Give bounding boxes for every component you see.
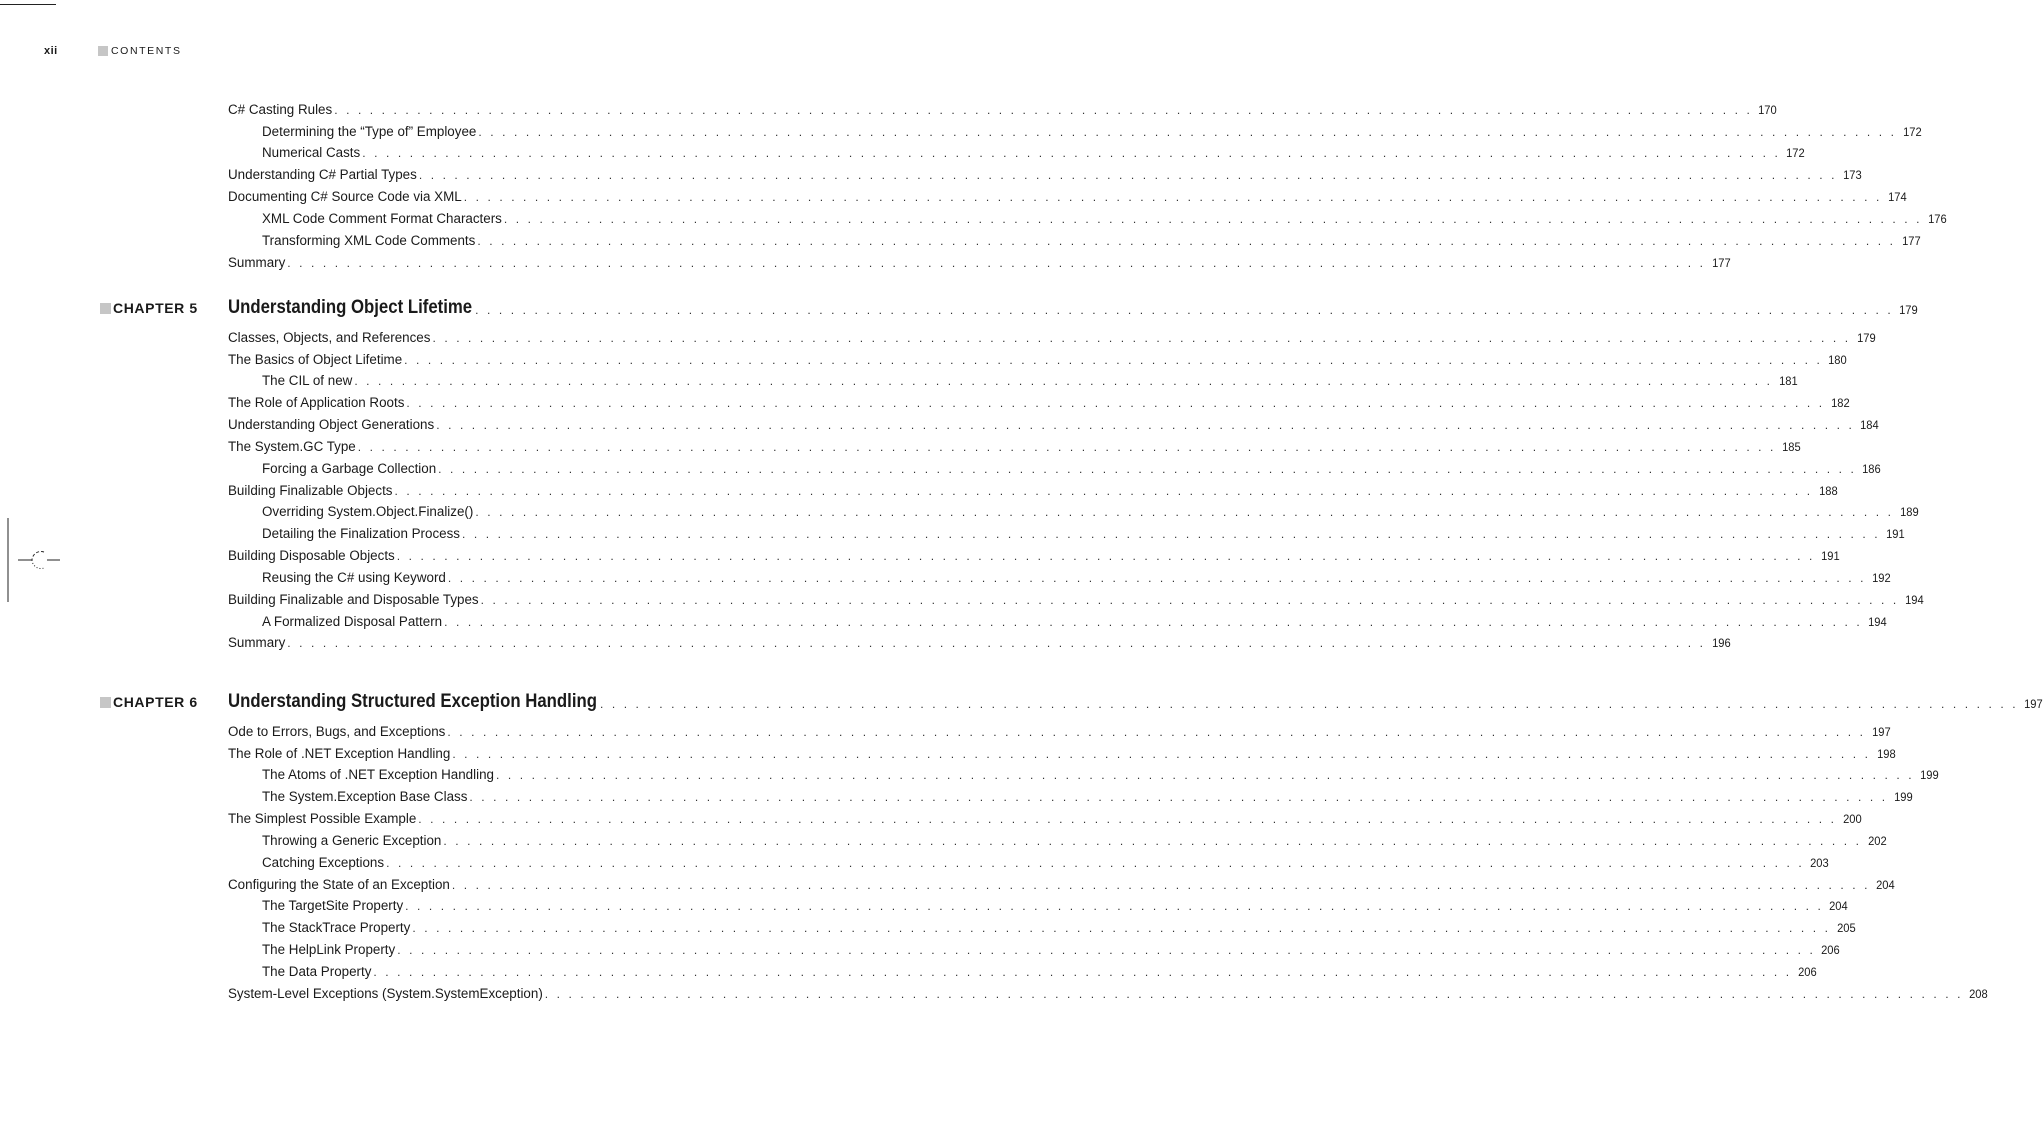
running-head-label: CONTENTS — [111, 45, 182, 57]
chapter-page: 179 — [1899, 303, 1919, 317]
entry-title: Summary — [228, 254, 286, 270]
square-bullet-icon — [98, 46, 108, 56]
entry-page: 180 — [1828, 352, 1848, 367]
entry-page: 197 — [1871, 724, 1891, 739]
entry-title: The HelpLink Property — [262, 942, 396, 958]
leader-dots: . . . . . . . . . . . . . . . . . . . . . . . . . . . . . . . . . . . . . . . . . . . . . . . . . . . . . . . . . . . . . . . . . . . . . . . . . . . . . . . . . . . . . . . . . . . . . . . . . . . . . . . . . . . . . . . . . . . . . . . . — [404, 352, 1823, 367]
leader-dots: . . . . . . . . . . . . . . . . . . . . . . . . . . . . . . . . . . . . . . . . . . . . . . . . . . . . . . . . . . . . . . . . . . . . . . . . . . . . . . . . . . . . . . . . . . . . . . . . . . . . . . . . . . . . . . . . . . . . . . . . — [436, 418, 1855, 433]
toc-entry[interactable] — [228, 805, 1862, 827]
chapter-heading[interactable] — [0, 292, 1919, 318]
entry-page: 196 — [1711, 636, 1731, 651]
toc-entry[interactable] — [228, 630, 1731, 652]
entry-title: C# Casting Rules — [228, 101, 333, 117]
entry-page: 192 — [1872, 570, 1891, 585]
entry-page: 194 — [1868, 614, 1888, 629]
toc-entry[interactable] — [228, 96, 1778, 118]
leader-dots: . . . . . . . . . . . . . . . . . . . . . . . . . . . . . . . . . . . . . . . . . . . . . . . . . . . . . . . . . . . . . . . . . . . . . . . . . . . . . . . . . . . . . . . . . . . . . . . . . . . . . . . . . . . . . . . . . . . . . . . . — [418, 168, 1838, 183]
chapter-number: CHAPTER 5 — [113, 300, 198, 316]
leader-dots: . . . . . . . . . . . . . . . . . . . . . . . . . . . . . . . . . . . . . . . . . . . . . . . . . . . . . . . . . . . . . . . . . . . . . . . . . . . . . . . . . . . . . . . . . . . . . . . . . . . . . . . . . . . . . . . . . . . . . . . . — [544, 986, 1964, 1001]
square-bullet-icon — [100, 303, 111, 314]
toc-entry[interactable] — [228, 346, 1848, 368]
leader-dots: . . . . . . . . . . . . . . . . . . . . . . . . . . . . . . . . . . . . . . . . . . . . . . . . . . . . . . . . . . . . . . . . . . . . . . . . . . . . . . . . . . . . . . . . . . . . . . . . . . . . . . . . . . . . . . . . . . . . . . . . — [444, 614, 1863, 629]
entry-title: XML Code Comment Format Characters — [262, 210, 502, 226]
page-number: xii — [44, 45, 58, 57]
toc-subentry[interactable] — [262, 608, 1888, 630]
toc-entry[interactable] — [228, 411, 1880, 433]
running-head — [44, 44, 182, 58]
leader-dots: . . . . . . . . . . . . . . . . . . . . . . . . . . . . . . . . . . . . . . . . . . . . . . . . . . . . . . . . . . . . . . . . . . . . . . . . . . . . . . . . . . . . . . . . . . . . . . . . . . . . . . . . . . . . . . . . . . . . . . . . — [599, 697, 2019, 711]
chapter-title: Understanding Structured Exception Handling — [228, 690, 597, 712]
leader-dots: . . . . . . . . . . . . . . . . . . . . . . . . . . . . . . . . . . . . . . . . . . . . . . . . . . . . . . . . . . . . . . . . . . . . . . . . . . . . . . . . . . . . . . . . . . . . . . . . . . . . . . . . . . . . . . . . . . . . . . . . — [397, 943, 1816, 958]
toc-entry[interactable] — [228, 718, 1891, 740]
toc-section — [0, 324, 1924, 651]
toc-subentry[interactable] — [262, 227, 1921, 249]
leader-dots: . . . . . . . . . . . . . . . . . . . . . . . . . . . . . . . . . . . . . . . . . . . . . . . . . . . . . . . . . . . . . . . . . . . . . . . . . . . . . . . . . . . . . . . . . . . . . . . . . . . . . . . . . . . . . . . . . . . . . . . . — [447, 570, 1867, 585]
entry-title: Numerical Casts — [262, 145, 361, 161]
entry-page: 172 — [1902, 124, 1922, 139]
leader-dots: . . . . . . . . . . . . . . . . . . . . . . . . . . . . . . . . . . . . . . . . . . . . . . . . . . . . . . . . . . . . . . . . . . . . . . . . . . . . . . . . . . . . . . . . . . . . . . . . . . . . . . . . . . . . . . . . . . . . . . . . — [475, 505, 1894, 520]
leader-dots: . . . . . . . . . . . . . . . . . . . . . . . . . . . . . . . . . . . . . . . . . . . . . . . . . . . . . . . . . . . . . . . . . . . . . . . . . . . . . . . . . . . . . . . . . . . . . . . . . . . . . . . . . . . . . . . . . . . . . . . . — [334, 102, 1753, 117]
leader-dots: . . . . . . . . . . . . . . . . . . . . . . . . . . . . . . . . . . . . . . . . . . . . . . . . . . . . . . . . . . . . . . . . . . . . . . . . . . . . . . . . . . . . . . . . . . . . . . . . . . . . . . . . . . . . . . . . . . . . . . . . — [373, 964, 1792, 979]
entry-title: Ode to Errors, Bugs, and Exceptions — [228, 723, 446, 739]
leader-dots: . . . . . . . . . . . . . . . . . . . . . . . . . . . . . . . . . . . . . . . . . . . . . . . . . . . . . . . . . . . . . . . . . . . . . . . . . . . . . . . . . . . . . . . . . . . . . . . . . . . . . . . . . . . . . . . . . . . . . . . . — [357, 439, 1776, 454]
leader-dots: . . . . . . . . . . . . . . . . . . . . . . . . . . . . . . . . . . . . . . . . . . . . . . . . . . . . . . . . . . . . . . . . . . . . . . . . . . . . . . . . . . . . . . . . . . . . . . . . . . . . . . . . . . . . . . . . . . . . . . . . — [354, 374, 1773, 389]
toc-entry[interactable] — [228, 183, 1907, 205]
entry-page: 199 — [1920, 768, 1939, 783]
chapter-row — [228, 690, 2043, 712]
toc-entry[interactable] — [228, 586, 1924, 608]
leader-dots: . . . . . . . . . . . . . . . . . . . . . . . . . . . . . . . . . . . . . . . . . . . . . . . . . . . . . . . . . . . . . . . . . . . . . . . . . . . . . . . . . . . . . . . . . . . . . . . . . . . . . . . . . . . . . . . . . . . . . . . . — [451, 877, 1871, 892]
entry-title: The CIL of new — [262, 373, 353, 389]
entry-page: 205 — [1836, 921, 1856, 936]
entry-title: The System.Exception Base Class — [262, 789, 468, 805]
entry-page: 176 — [1928, 211, 1947, 226]
chapter-row — [228, 296, 1919, 318]
entry-page: 204 — [1876, 877, 1895, 892]
toc-subentry[interactable] — [262, 499, 1919, 521]
entry-title: Transforming XML Code Comments — [262, 232, 476, 248]
leader-dots: . . . . . . . . . . . . . . . . . . . . . . . . . . . . . . . . . . . . . . . . . . . . . . . . . . . . . . . . . . . . . . . . . . . . . . . . . . . . . . . . . . . . . . . . . . . . . . . . . . . . . . . . . . . . . . . . . . . . . . . . — [405, 899, 1824, 914]
leader-dots: . . . . . . . . . . . . . . . . . . . . . . . . . . . . . . . . . . . . . . . . . . . . . . . . . . . . . . . . . . . . . . . . . . . . . . . . . . . . . . . . . . . . . . . . . . . . . . . . . . . . . . . . . . . . . . . . . . . . . . . . — [386, 855, 1805, 870]
toc-subentry[interactable] — [262, 893, 1849, 915]
entry-page: 184 — [1860, 418, 1880, 433]
leader-dots: . . . . . . . . . . . . . . . . . . . . . . . . . . . . . . . . . . . . . . . . . . . . . . . . . . . . . . . . . . . . . . . . . . . . . . . . . . . . . . . . . . . . . . . . . . . . . . . . . . . . . . . . . . . . . . . . . . . . . . . . — [503, 211, 1923, 226]
entry-title: The Atoms of .NET Exception Handling — [262, 767, 494, 783]
leader-dots: . . . . . . . . . . . . . . . . . . . . . . . . . . . . . . . . . . . . . . . . . . . . . . . . . . . . . . . . . . . . . . . . . . . . . . . . . . . . . . . . . . . . . . . . . . . . . . . . . . . . . . . . . . . . . . . . . . . . . . . . — [412, 921, 1831, 936]
toc-subentry[interactable] — [262, 368, 1798, 390]
leader-dots: . . . . . . . . . . . . . . . . . . . . . . . . . . . . . . . . . . . . . . . . . . . . . . . . . . . . . . . . . . . . . . . . . . . . . . . . . . . . . . . . . . . . . . . . . . . . . . . . . . . . . . . . . . . . . . . . . . . . . . . . — [406, 396, 1825, 411]
toc-subentry[interactable] — [262, 205, 1947, 227]
leader-dots: . . . . . . . . . . . . . . . . . . . . . . . . . . . . . . . . . . . . . . . . . . . . . . . . . . . . . . . . . . . . . . . . . . . . . . . . . . . . . . . . . . . . . . . . . . . . . . . . . . . . . . . . . . . . . . . . . . . . . . . . — [461, 527, 1881, 542]
leader-dots: . . . . . . . . . . . . . . . . . . . . . . . . . . . . . . . . . . . . . . . . . . . . . . . . . . . . . . . . . . . . . . . . . . . . . . . . . . . . . . . . . . . . . . . . . . . . . . . . . . . . . . . . . . . . . . . . . . . . . . . . — [475, 303, 1894, 317]
leader-dots: . . . . . . . . . . . . . . . . . . . . . . . . . . . . . . . . . . . . . . . . . . . . . . . . . . . . . . . . . . . . . . . . . . . . . . . . . . . . . . . . . . . . . . . . . . . . . . . . . . . . . . . . . . . . . . . . . . . . . . . . — [396, 549, 1815, 564]
leader-dots: . . . . . . . . . . . . . . . . . . . . . . . . . . . . . . . . . . . . . . . . . . . . . . . . . . . . . . . . . . . . . . . . . . . . . . . . . . . . . . . . . . . . . . . . . . . . . . . . . . . . . . . . . . . . . . . . . . . . . . . . — [469, 790, 1888, 805]
toc-section — [0, 718, 1988, 1002]
square-bullet-icon — [100, 697, 111, 708]
toc-subentry[interactable] — [262, 564, 1891, 586]
leader-dots: . . . . . . . . . . . . . . . . . . . . . . . . . . . . . . . . . . . . . . . . . . . . . . . . . . . . . . . . . . . . . . . . . . . . . . . . . . . . . . . . . . . . . . . . . . . . . . . . . . . . . . . . . . . . . . . . . . . . . . . . — [394, 483, 1813, 498]
entry-title: Documenting C# Source Code via XML — [228, 189, 462, 205]
leader-dots: . . . . . . . . . . . . . . . . . . . . . . . . . . . . . . . . . . . . . . . . . . . . . . . . . . . . . . . . . . . . . . . . . . . . . . . . . . . . . . . . . . . . . . . . . . . . . . . . . . . . . . . . . . . . . . . . . . . . . . . . — [432, 330, 1851, 345]
toc-subentry[interactable] — [262, 849, 1829, 871]
leader-dots: . . . . . . . . . . . . . . . . . . . . . . . . . . . . . . . . . . . . . . . . . . . . . . . . . . . . . . . . . . . . . . . . . . . . . . . . . . . . . . . . . . . . . . . . . . . . . . . . . . . . . . . . . . . . . . . . . . . . . . . . — [443, 833, 1862, 848]
entry-page: 185 — [1782, 439, 1801, 454]
toc-entry[interactable] — [228, 980, 1988, 1002]
leader-dots: . . . . . . . . . . . . . . . . . . . . . . . . . . . . . . . . . . . . . . . . . . . . . . . . . . . . . . . . . . . . . . . . . . . . . . . . . . . . . . . . . . . . . . . . . . . . . . . . . . . . . . . . . . . . . . . . . . . . . . . . — [287, 636, 1706, 651]
entry-title: Configuring the State of an Exception — [228, 876, 450, 892]
entry-page: 203 — [1810, 855, 1829, 870]
toc-subentry[interactable] — [262, 118, 1922, 140]
entry-title: Overriding System.Object.Finalize() — [262, 504, 474, 520]
toc-subentry[interactable] — [262, 520, 1905, 542]
entry-page: 170 — [1758, 102, 1778, 117]
entry-page: 199 — [1893, 790, 1913, 805]
entry-title: Forcing a Garbage Collection — [262, 460, 437, 476]
leader-dots: . . . . . . . . . . . . . . . . . . . . . . . . . . . . . . . . . . . . . . . . . . . . . . . . . . . . . . . . . . . . . . . . . . . . . . . . . . . . . . . . . . . . . . . . . . . . . . . . . . . . . . . . . . . . . . . . . . . . . . . . — [495, 768, 1915, 783]
toc-subentry[interactable] — [262, 140, 1806, 162]
entry-title: Determining the “Type of” Employee — [262, 123, 477, 139]
leader-dots: . . . . . . . . . . . . . . . . . . . . . . . . . . . . . . . . . . . . . . . . . . . . . . . . . . . . . . . . . . . . . . . . . . . . . . . . . . . . . . . . . . . . . . . . . . . . . . . . . . . . . . . . . . . . . . . . . . . . . . . . — [463, 190, 1882, 205]
leader-dots: . . . . . . . . . . . . . . . . . . . . . . . . . . . . . . . . . . . . . . . . . . . . . . . . . . . . . . . . . . . . . . . . . . . . . . . . . . . . . . . . . . . . . . . . . . . . . . . . . . . . . . . . . . . . . . . . . . . . . . . . — [418, 812, 1837, 827]
entry-page: 186 — [1862, 461, 1882, 476]
entry-title: Classes, Objects, and References — [228, 329, 431, 345]
toc-subentry[interactable] — [262, 827, 1887, 849]
entry-title: Summary — [228, 635, 286, 651]
entry-title: The TargetSite Property — [262, 898, 404, 914]
leader-dots: . . . . . . . . . . . . . . . . . . . . . . . . . . . . . . . . . . . . . . . . . . . . . . . . . . . . . . . . . . . . . . . . . . . . . . . . . . . . . . . . . . . . . . . . . . . . . . . . . . . . . . . . . . . . . . . . . . . . . . . . — [438, 461, 1857, 476]
entry-page: 191 — [1886, 527, 1905, 542]
entry-title: The Simplest Possible Example — [228, 811, 417, 827]
entry-page: 200 — [1842, 812, 1862, 827]
chapter-label — [100, 694, 198, 710]
entry-page: 181 — [1778, 374, 1798, 389]
entry-title: Building Finalizable and Disposable Types — [228, 591, 479, 607]
entry-page: 188 — [1818, 483, 1838, 498]
entry-title: The Role of Application Roots — [228, 395, 405, 411]
entry-page: 202 — [1867, 833, 1887, 848]
toc-entry[interactable] — [228, 324, 1876, 346]
entry-page: 206 — [1797, 964, 1817, 979]
entry-page: 179 — [1856, 330, 1876, 345]
leader-dots: . . . . . . . . . . . . . . . . . . . . . . . . . . . . . . . . . . . . . . . . . . . . . . . . . . . . . . . . . . . . . . . . . . . . . . . . . . . . . . . . . . . . . . . . . . . . . . . . . . . . . . . . . . . . . . . . . . . . . . . . — [452, 746, 1871, 761]
entry-page: 206 — [1821, 943, 1841, 958]
entry-page: 177 — [1901, 233, 1921, 248]
entry-title: System-Level Exceptions (System.SystemException) — [228, 985, 543, 1001]
entry-title: Detailing the Finalization Process — [262, 526, 460, 542]
entry-page: 198 — [1876, 746, 1896, 761]
entry-title: The System.GC Type — [228, 438, 356, 454]
top-rule — [0, 4, 56, 5]
entry-title: Building Disposable Objects — [228, 548, 395, 564]
toc-subentry[interactable] — [262, 783, 1913, 805]
leader-dots: . . . . . . . . . . . . . . . . . . . . . . . . . . . . . . . . . . . . . . . . . . . . . . . . . . . . . . . . . . . . . . . . . . . . . . . . . . . . . . . . . . . . . . . . . . . . . . . . . . . . . . . . . . . . . . . . . . . . . . . . — [480, 592, 1899, 607]
toc-entry[interactable] — [228, 871, 1895, 893]
toc-entry[interactable] — [228, 433, 1801, 455]
entry-page: 208 — [1969, 986, 1988, 1001]
crop-mark-icon — [0, 518, 60, 602]
chapter-title: Understanding Object Lifetime — [228, 296, 473, 318]
entry-page: 194 — [1904, 592, 1924, 607]
entry-title: A Formalized Disposal Pattern — [262, 613, 443, 629]
toc-subentry[interactable] — [262, 762, 1939, 784]
entry-page: 204 — [1829, 899, 1849, 914]
toc-entry[interactable] — [228, 249, 1731, 271]
entry-title: Understanding C# Partial Types — [228, 167, 417, 183]
chapter-page: 197 — [2024, 697, 2043, 711]
entry-title: Throwing a Generic Exception — [262, 832, 442, 848]
toc-entry[interactable] — [228, 477, 1838, 499]
toc-entry[interactable] — [228, 389, 1850, 411]
entry-page: 172 — [1786, 146, 1806, 161]
entry-page: 173 — [1843, 168, 1862, 183]
toc-entry[interactable] — [228, 542, 1840, 564]
leader-dots: . . . . . . . . . . . . . . . . . . . . . . . . . . . . . . . . . . . . . . . . . . . . . . . . . . . . . . . . . . . . . . . . . . . . . . . . . . . . . . . . . . . . . . . . . . . . . . . . . . . . . . . . . . . . . . . . . . . . . . . . — [362, 146, 1781, 161]
entry-title: Understanding Object Generations — [228, 417, 435, 433]
toc-section — [0, 96, 1947, 271]
toc-entry[interactable] — [228, 740, 1896, 762]
entry-title: The Basics of Object Lifetime — [228, 351, 403, 367]
entry-page: 191 — [1821, 549, 1840, 564]
entry-title: Catching Exceptions — [262, 854, 385, 870]
entry-title: Building Finalizable Objects — [228, 482, 393, 498]
entry-page: 177 — [1711, 255, 1731, 270]
chapter-number: CHAPTER 6 — [113, 694, 198, 710]
chapter-label — [100, 300, 198, 316]
entry-title: Reusing the C# using Keyword — [262, 569, 446, 585]
entry-page: 174 — [1888, 190, 1907, 205]
entry-title: The Data Property — [262, 963, 372, 979]
entry-title: The Role of .NET Exception Handling — [228, 745, 451, 761]
chapter-heading[interactable] — [0, 686, 2043, 712]
toc-entry[interactable] — [228, 161, 1862, 183]
leader-dots: . . . . . . . . . . . . . . . . . . . . . . . . . . . . . . . . . . . . . . . . . . . . . . . . . . . . . . . . . . . . . . . . . . . . . . . . . . . . . . . . . . . . . . . . . . . . . . . . . . . . . . . . . . . . . . . . . . . . . . . . — [447, 724, 1866, 739]
toc-subentry[interactable] — [262, 914, 1856, 936]
entry-page: 182 — [1830, 396, 1850, 411]
leader-dots: . . . . . . . . . . . . . . . . . . . . . . . . . . . . . . . . . . . . . . . . . . . . . . . . . . . . . . . . . . . . . . . . . . . . . . . . . . . . . . . . . . . . . . . . . . . . . . . . . . . . . . . . . . . . . . . . . . . . . . . . — [477, 233, 1896, 248]
entry-title: The StackTrace Property — [262, 920, 411, 936]
toc-subentry[interactable] — [262, 958, 1817, 980]
leader-dots: . . . . . . . . . . . . . . . . . . . . . . . . . . . . . . . . . . . . . . . . . . . . . . . . . . . . . . . . . . . . . . . . . . . . . . . . . . . . . . . . . . . . . . . . . . . . . . . . . . . . . . . . . . . . . . . . . . . . . . . . — [287, 255, 1706, 270]
leader-dots: . . . . . . . . . . . . . . . . . . . . . . . . . . . . . . . . . . . . . . . . . . . . . . . . . . . . . . . . . . . . . . . . . . . . . . . . . . . . . . . . . . . . . . . . . . . . . . . . . . . . . . . . . . . . . . . . . . . . . . . . — [478, 124, 1897, 139]
entry-page: 189 — [1899, 505, 1919, 520]
toc-subentry[interactable] — [262, 455, 1882, 477]
toc-subentry[interactable] — [262, 936, 1841, 958]
